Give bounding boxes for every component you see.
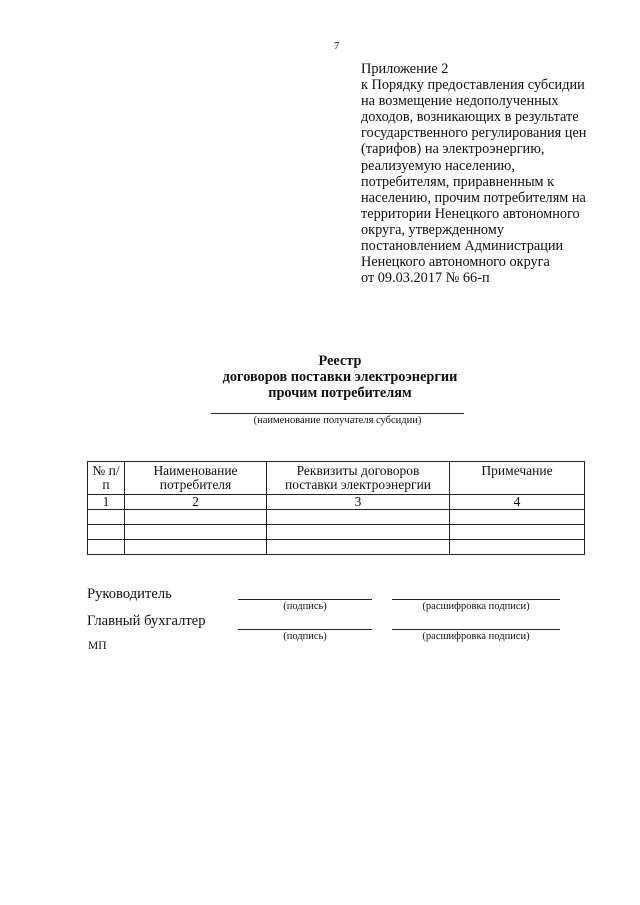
head-signature-line: [238, 599, 372, 600]
table-cell: [88, 540, 125, 555]
table-cell: [267, 525, 450, 540]
appendix-reference: [361, 61, 621, 286]
header-consumer-name: Наименование потребителя: [125, 462, 267, 495]
table-row: [88, 510, 585, 525]
appendix-line: постановлением Администрации: [361, 238, 564, 255]
head-signature-caption: (подпись): [283, 601, 327, 612]
appendix-line: территории Ненецкого автономного: [361, 205, 580, 222]
table-row: [88, 540, 585, 555]
appendix-line: Ненецкого автономного округа: [361, 254, 550, 271]
head-label: Руководитель: [87, 586, 172, 602]
accountant-decryption-line: [392, 629, 560, 630]
appendix-line: от 09.03.2017 № 66-п: [361, 270, 490, 287]
column-number-row: [88, 495, 585, 510]
appendix-line: Приложение 2: [361, 61, 449, 77]
appendix-line: реализуемую населению,: [361, 157, 515, 174]
title-line-3: прочим потребителям: [268, 385, 412, 402]
table-cell: [125, 525, 267, 540]
appendix-line: населению, прочим потребителям на: [361, 189, 586, 206]
table-cell: [125, 540, 267, 555]
header-note: Примечание: [450, 462, 585, 495]
table-cell: [450, 525, 585, 540]
appendix-line: (тарифов) на электроэнергию,: [361, 141, 545, 158]
head-decryption-caption: (расшифровка подписи): [422, 601, 530, 612]
column-number: 4: [450, 495, 585, 510]
table-cell: [125, 510, 267, 525]
accountant-signature-line: [238, 629, 372, 630]
stamp-place: МП: [88, 640, 107, 652]
table-cell: [267, 510, 450, 525]
table-header-row: [88, 462, 585, 495]
appendix-line: к Порядку предоставления субсидии: [361, 77, 585, 94]
table-cell: [88, 510, 125, 525]
column-number: 1: [88, 495, 125, 510]
registry-table: [87, 461, 585, 555]
accountant-decryption-caption: (расшифровка подписи): [422, 631, 530, 642]
appendix-line: государственного регулирования цен: [361, 125, 587, 142]
recipient-caption: (наименование получателя субсидии): [253, 415, 422, 426]
title-line-2: договоров поставки электроэнергии: [222, 369, 458, 386]
table-cell: [88, 525, 125, 540]
table-row: [88, 525, 585, 540]
table-cell: [450, 510, 585, 525]
recipient-name-line: [211, 413, 464, 414]
column-number: 2: [125, 495, 267, 510]
column-number: 3: [267, 495, 450, 510]
accountant-label: Главный бухгалтер: [87, 613, 206, 629]
table-cell: [267, 540, 450, 555]
table-cell: [450, 540, 585, 555]
appendix-line: округа, утвержденному: [361, 221, 504, 238]
header-contract-details: Реквизиты договоров поставки электроэнергии: [267, 462, 450, 495]
appendix-line: на возмещение недополученных: [361, 93, 559, 110]
header-number: № п/п: [88, 462, 125, 495]
document-title: [100, 353, 580, 402]
title-line-1: Реестр: [318, 353, 362, 369]
appendix-line: потребителям, приравненным к: [361, 173, 555, 190]
appendix-line: доходов, возникающих в результате: [361, 109, 579, 126]
accountant-signature-caption: (подпись): [283, 631, 327, 642]
page-number: 7: [334, 40, 340, 52]
head-decryption-line: [392, 599, 560, 600]
